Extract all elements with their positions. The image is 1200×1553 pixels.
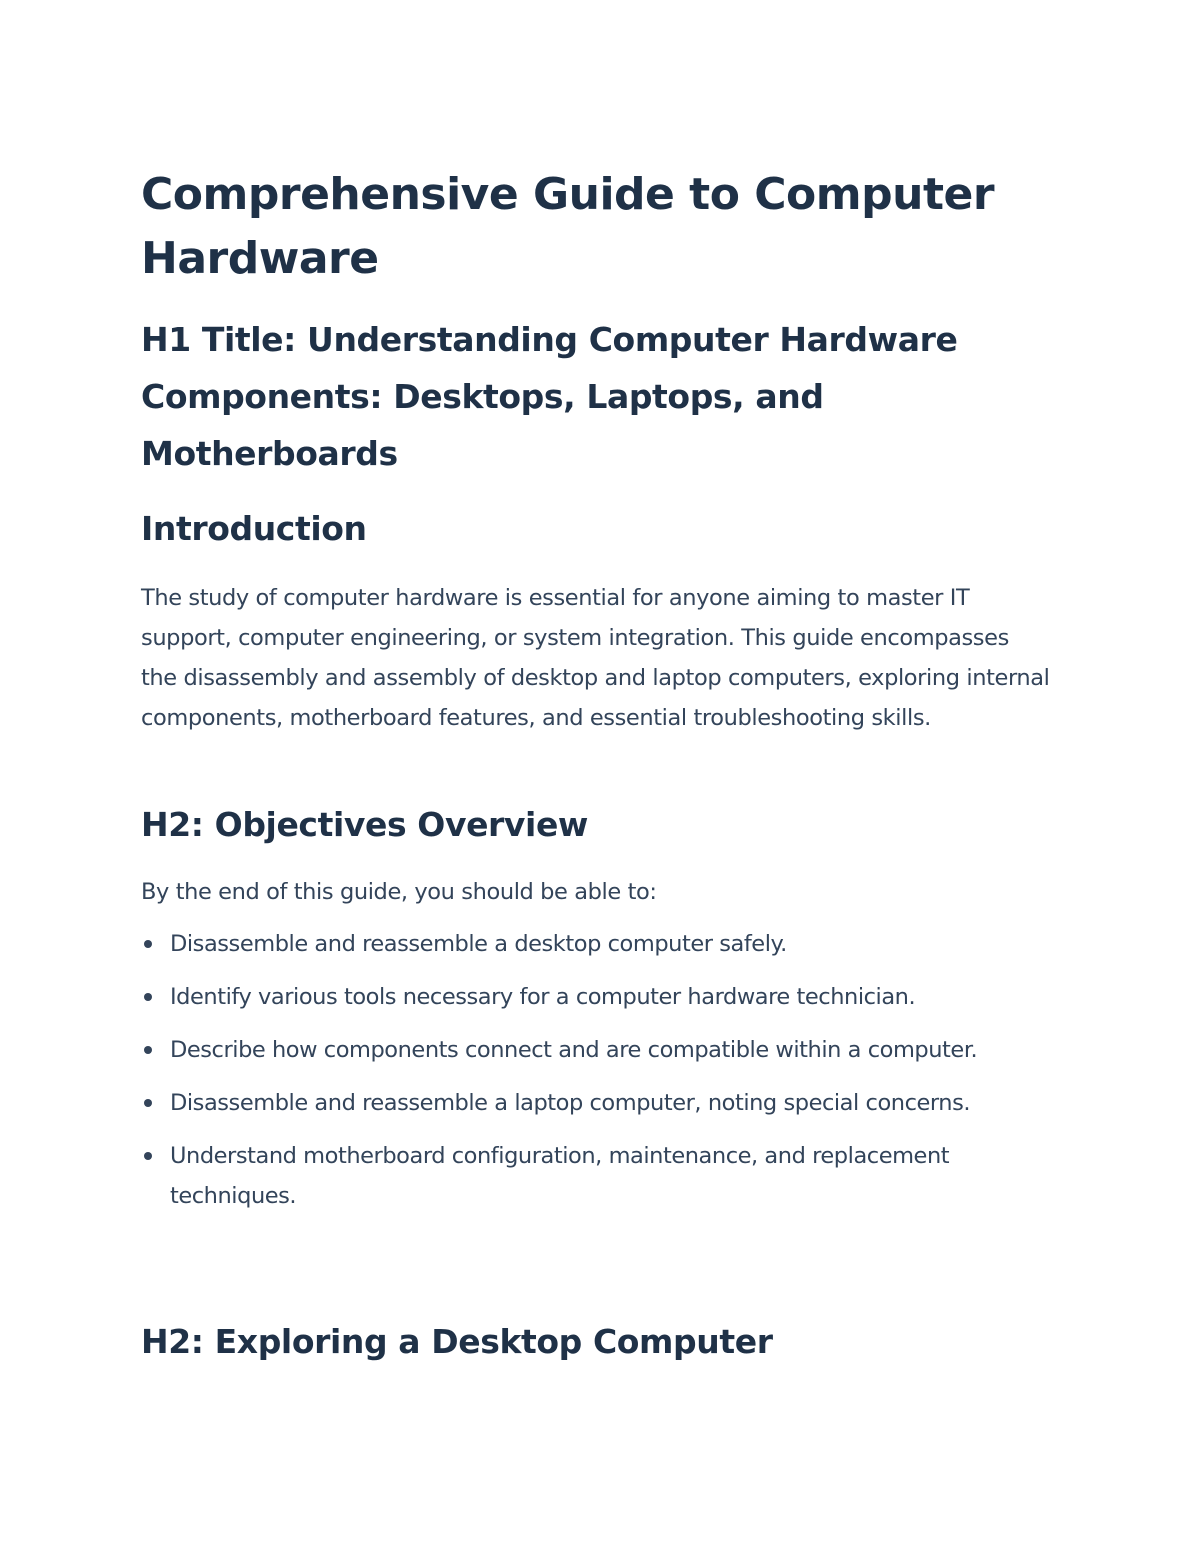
document-title: Comprehensive Guide to Computer Hardware: [141, 169, 995, 284]
introduction-paragraph: The study of computer hardware is essential for anyone aiming to master IT support, computer engineering, or system integration. This guide encompasses the disassembly and assembly of desktop and laptop computers, exploring internal components, motherboard features, and essential troubleshooting skills.: [141, 585, 1050, 731]
objectives-intro-text: By the end of this guide, you should be able to:: [141, 879, 657, 905]
list-item: [141, 1136, 1061, 1216]
list-item-text: Describe how components connect and are compatible within a computer.: [170, 1037, 978, 1063]
bullet-icon: [144, 993, 152, 1001]
h1-title-heading: H1 Title: Understanding Computer Hardware Components: Desktops, Laptops, and Motherboards: [141, 320, 958, 473]
list-item-text: Identify various tools necessary for a computer hardware technician.: [170, 984, 916, 1010]
introduction-heading: Introduction: [141, 509, 367, 548]
bullet-icon: [144, 940, 152, 948]
objectives-list: [141, 924, 1061, 1229]
desktop-section-heading: H2: Exploring a Desktop Computer: [141, 1322, 773, 1361]
list-item: [141, 1030, 1061, 1070]
list-item-text: Understand motherboard configuration, maintenance, and replacement techniques.: [170, 1143, 950, 1209]
objectives-heading: H2: Objectives Overview: [141, 805, 589, 844]
list-item: [141, 977, 1061, 1017]
bullet-icon: [144, 1046, 152, 1054]
bullet-icon: [144, 1152, 152, 1160]
list-item-text: Disassemble and reassemble a laptop computer, noting special concerns.: [170, 1090, 971, 1116]
bullet-icon: [144, 1099, 152, 1107]
list-item-text: Disassemble and reassemble a desktop computer safely.: [170, 931, 787, 957]
list-item: [141, 1083, 1061, 1123]
list-item: [141, 924, 1061, 964]
